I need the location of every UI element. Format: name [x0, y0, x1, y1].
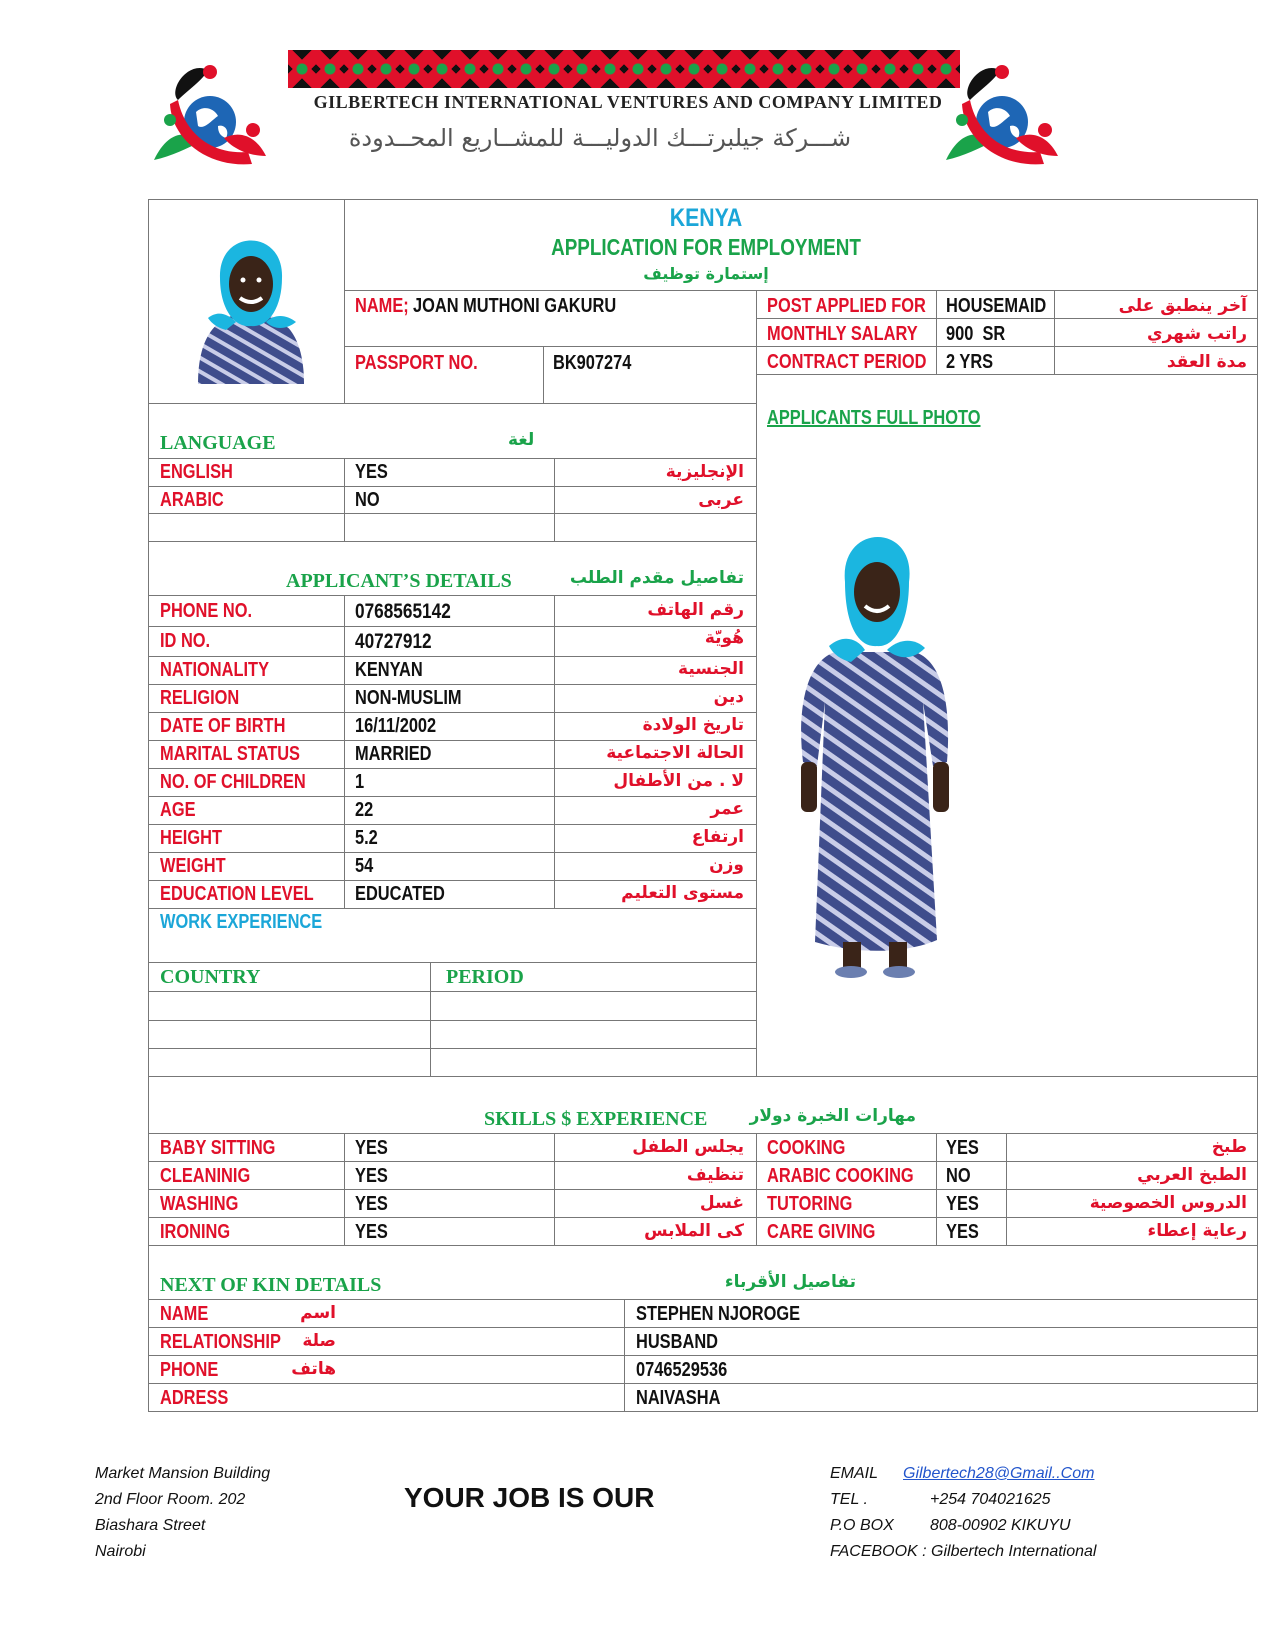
cooking-ar: طبخ	[1211, 1137, 1247, 1157]
care-giving-label: CARE GIVING	[767, 1221, 876, 1243]
skills-title: SKILLS $ EXPERIENCE	[484, 1108, 708, 1130]
name-label: NAME;	[355, 295, 409, 317]
language-title: LANGUAGE	[160, 432, 276, 454]
name-field	[355, 295, 660, 318]
dob-value: 16/11/2002	[355, 715, 437, 737]
cooking-value: YES	[946, 1137, 979, 1159]
country-title: KENYA	[669, 204, 743, 232]
kin-relationship-value: HUSBAND	[636, 1331, 718, 1353]
post-ar: آخر ينطبق على	[1118, 296, 1247, 316]
marital-value: MARRIED	[355, 743, 432, 765]
kin-name-label: NAME	[160, 1303, 209, 1325]
id-label: ID NO.	[160, 630, 211, 652]
passport-photo	[178, 218, 324, 384]
kin-name-value: STEPHEN NJOROGE	[636, 1303, 801, 1325]
contract-value: 2 YRS	[946, 351, 994, 373]
details-title-ar: تفاصيل مقدم الطلب	[569, 568, 744, 588]
marital-label: MARITAL STATUS	[160, 743, 301, 765]
dob-ar: تاريخ الولادة	[642, 715, 744, 735]
id-ar: هُويّة	[704, 628, 744, 648]
form-title: APPLICATION FOR EMPLOYMENT	[551, 234, 861, 260]
cleaning-label: CLEANINIG	[160, 1165, 251, 1187]
height-ar: ارتفاع	[691, 827, 744, 847]
kin-address-label: ADRESS	[160, 1387, 229, 1409]
company-name-en: GILBERTECH INTERNATIONAL VENTURES AND COMPANY LIMITED	[313, 92, 943, 112]
nationality-ar: الجنسية	[678, 659, 744, 679]
kin-title: NEXT OF KIN DETAILS	[160, 1274, 382, 1296]
education-value: EDUCATED	[355, 883, 445, 905]
decorative-band	[288, 50, 960, 88]
form-title-ar: إستمارة توظيف	[643, 264, 769, 283]
salary-label: MONTHLY SALARY	[767, 323, 918, 345]
footer-slogan: YOUR JOB IS OUR	[404, 1482, 655, 1513]
washing-value: YES	[355, 1193, 388, 1215]
footer-tel-label: TEL .	[830, 1491, 868, 1508]
contract-label: CONTRACT PERIOD	[767, 351, 927, 373]
height-label: HEIGHT	[160, 827, 222, 849]
id-value: 40727912	[355, 630, 432, 653]
nationality-value: KENYAN	[355, 659, 423, 681]
tutoring-label: TUTORING	[767, 1193, 853, 1215]
education-label: EDUCATION LEVEL	[160, 883, 314, 905]
ironing-label: IRONING	[160, 1221, 231, 1243]
arabic-value: NO	[355, 489, 380, 511]
children-value: 1	[355, 771, 365, 793]
footer-pobox-value: 808-00902 KIKUYU	[930, 1517, 1071, 1534]
washing-ar: غسل	[699, 1193, 744, 1213]
details-title: APPLICANT’S DETAILS	[286, 570, 512, 592]
post-value: HOUSEMAID	[946, 295, 1047, 317]
cleaning-ar: تنظيف	[686, 1165, 744, 1185]
salary-value: 900 SR	[946, 323, 1006, 345]
phone-label: PHONE NO.	[160, 600, 253, 622]
skills-title-ar: مهارات الخبرة دولار	[749, 1106, 916, 1126]
children-ar: لا . من الأطفال	[613, 771, 744, 791]
full-body-photo	[795, 522, 955, 982]
education-ar: مستوى التعليم	[621, 883, 744, 903]
contract-ar: مدة العقد	[1166, 352, 1247, 372]
footer-address-line: Market Mansion Building	[95, 1465, 271, 1482]
language-title-ar: لغة	[508, 430, 535, 450]
babysitting-ar: يجلس الطفل	[632, 1137, 744, 1157]
salary-ar: راتب شهري	[1146, 324, 1247, 344]
arabic-label: ARABIC	[160, 489, 224, 511]
country-col-label: COUNTRY	[160, 966, 261, 988]
phone-ar: رقم الهاتف	[647, 600, 744, 620]
period-col-label: PERIOD	[446, 966, 524, 988]
english-value: YES	[355, 461, 388, 483]
age-ar: عمر	[710, 799, 744, 819]
children-label: NO. OF CHILDREN	[160, 771, 306, 793]
footer-floor: 2nd Floor Room. 202	[95, 1491, 246, 1508]
washing-label: WASHING	[160, 1193, 239, 1215]
babysitting-value: YES	[355, 1137, 388, 1159]
english-ar: الإنجليزية	[665, 462, 744, 482]
height-value: 5.2	[355, 827, 378, 849]
weight-ar: وزن	[709, 855, 744, 875]
nationality-label: NATIONALITY	[160, 659, 270, 681]
footer-address-line: Biashara Street	[95, 1517, 206, 1534]
religion-ar: دين	[713, 687, 744, 707]
kin-phone-ar: هاتف	[291, 1359, 336, 1379]
cooking-label: COOKING	[767, 1137, 846, 1159]
phone-value: 0768565142	[355, 600, 451, 623]
religion-value: NON-MUSLIM	[355, 687, 462, 709]
company-logo-left	[148, 60, 272, 170]
kin-address-value: NAIVASHA	[636, 1387, 721, 1409]
age-value: 22	[355, 799, 374, 821]
care-giving-value: YES	[946, 1221, 979, 1243]
passport-label: PASSPORT NO.	[355, 352, 478, 374]
arabic-cooking-ar: الطبخ العربي	[1137, 1165, 1247, 1185]
footer-facebook: FACEBOOK : Gilbertech International	[830, 1543, 1097, 1560]
religion-label: RELIGION	[160, 687, 240, 709]
weight-label: WEIGHT	[160, 855, 226, 877]
marital-ar: الحالة الاجتماعية	[606, 743, 744, 763]
name-value: JOAN MUTHONI GAKURU	[412, 295, 616, 317]
footer-pobox-label: P.O BOX	[830, 1517, 894, 1534]
passport-value: BK907274	[553, 352, 632, 374]
care-giving-ar: رعاية إعطاء	[1147, 1221, 1247, 1241]
kin-phone-label: PHONE	[160, 1359, 219, 1381]
arabic-cooking-label: ARABIC COOKING	[767, 1165, 914, 1187]
arabic-cooking-value: NO	[946, 1165, 971, 1187]
post-label: POST APPLIED FOR	[767, 295, 926, 317]
footer-email-label: EMAIL	[830, 1465, 879, 1482]
kin-relationship-ar: صلة	[302, 1331, 336, 1351]
age-label: AGE	[160, 799, 196, 821]
tutoring-value: YES	[946, 1193, 979, 1215]
ironing-value: YES	[355, 1221, 388, 1243]
footer-tel-value: +254 704021625	[930, 1491, 1051, 1508]
full-photo-label: APPLICANTS FULL PHOTO	[767, 407, 981, 429]
cleaning-value: YES	[355, 1165, 388, 1187]
kin-name-ar: اسم	[300, 1303, 336, 1323]
footer-email-link[interactable]: Gilbertech28@Gmail..Com	[903, 1465, 1095, 1482]
ironing-ar: كى الملابس	[644, 1221, 744, 1241]
work-title: WORK EXPERIENCE	[160, 911, 323, 933]
company-name-ar: شـــركة جيلبرتـــك الدوليـــة للمشــاريع المحــدودة	[348, 124, 852, 152]
arabic-ar: عربى	[698, 490, 744, 510]
dob-label: DATE OF BIRTH	[160, 715, 286, 737]
tutoring-ar: الدروس الخصوصية	[1089, 1193, 1247, 1213]
footer-address-line: Nairobi	[95, 1543, 146, 1560]
weight-value: 54	[355, 855, 374, 877]
babysitting-label: BABY SITTING	[160, 1137, 276, 1159]
kin-relationship-label: RELATIONSHIP	[160, 1331, 281, 1353]
footer-address-line	[95, 1491, 245, 1509]
kin-title-ar: تفاصيل الأقرباء	[724, 1272, 856, 1292]
kin-phone-value: 0746529536	[636, 1359, 728, 1381]
english-label: ENGLISH	[160, 461, 233, 483]
letterhead	[0, 40, 1275, 180]
